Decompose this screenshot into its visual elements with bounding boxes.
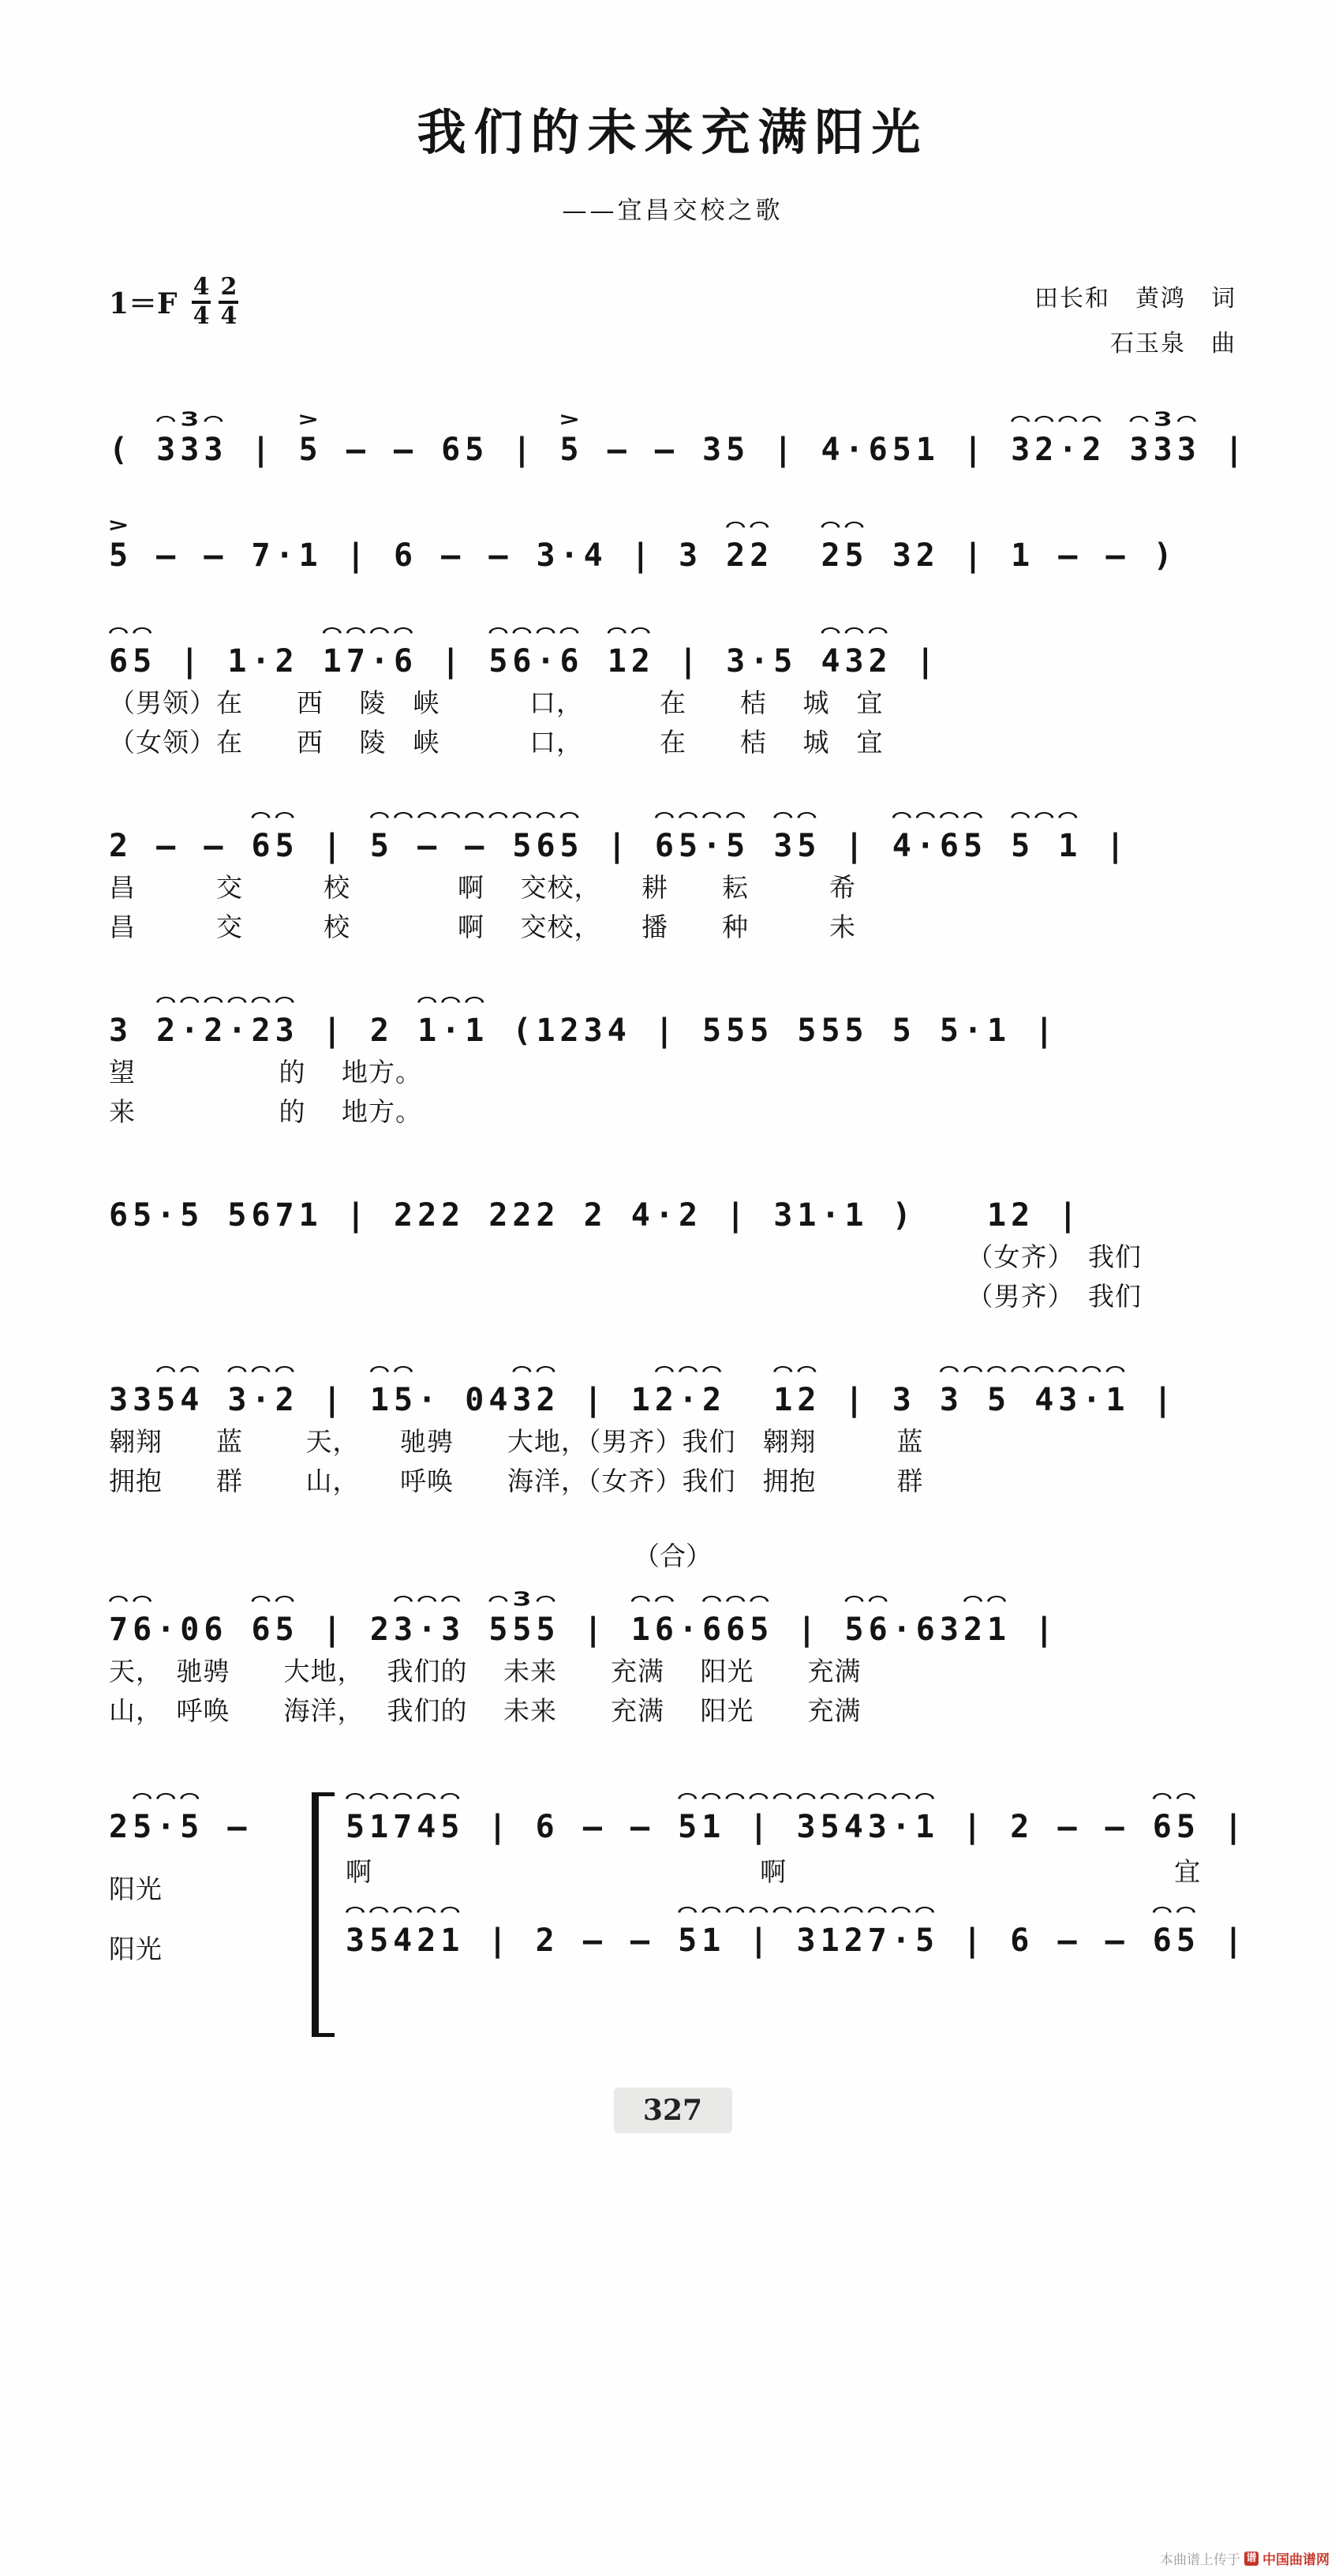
lyricist-credit: 田长和 黄鸿 词: [1034, 285, 1236, 313]
lyric-syllable: 宜: [1174, 1856, 1201, 1887]
music-system-8: [109, 1581, 1236, 1731]
lyric-line-verse-2: 拥抱 群 山， 呼唤 海洋，（女齐）我们 拥抱 群: [109, 1466, 924, 1496]
duet-voices: [346, 1778, 1247, 1963]
ornament-line: ⌒⌒⌒⌒⌒⌒ ⌒⌒⌒: [109, 989, 489, 1012]
time-sig-denominator: 4: [220, 301, 238, 330]
voice-bracket: [312, 1792, 335, 2037]
site-watermark: [1160, 2548, 1330, 2568]
ornament-line: ⌒⌒ ⌒⌒⌒ ⌒⌒ ⌒⌒ ⌒⌒⌒ ⌒⌒ ⌒⌒⌒⌒⌒⌒⌒⌒: [109, 1358, 1130, 1381]
page-number: 327: [614, 2087, 732, 2133]
time-signature-2-4: [219, 273, 238, 330]
music-system-1: [109, 401, 1248, 472]
lyric-shared-1: 阳光: [109, 1874, 163, 1904]
lyric-syllable: 啊: [760, 1856, 787, 1887]
song-subtitle: ——宜昌交校之歌: [562, 197, 784, 225]
lyric-line-verse-1: 昌 交 校 啊 交校， 耕 耘 希: [109, 872, 856, 903]
notation-line: 3354 3·2 | 15· 0432 | 12·2 12 | 3 3 5 43·1 |: [109, 1382, 1177, 1418]
lyric-line-female-lead: （女领）在 西 陵 峡 口， 在 桔 城 宜: [109, 727, 884, 758]
lyric-line-verse-1: 望 的 地方。: [109, 1057, 422, 1088]
site-logo-icon: 谱: [1244, 2552, 1259, 2566]
ornament-line: ⌒⌒⌒: [109, 1785, 204, 1808]
ornament-line: [109, 1177, 1236, 1193]
notation-line: 2 — — 65 | 5 — — 565 | 65·5 35 | 4·65 5 1 |: [109, 828, 1130, 864]
ornament-line: ⌒⌒ ⌒⌒ ⌒⌒⌒ ⌒3⌒ ⌒⌒ ⌒⌒⌒ ⌒⌒ ⌒⌒: [109, 1588, 1012, 1611]
lyric-line-verse-2: 昌 交 校 啊 交校， 播 种 未: [109, 912, 856, 942]
time-sig-numerator: 2: [219, 276, 238, 304]
music-system-5: [109, 982, 1236, 1132]
lyric-line-female-unison: （女齐） 我们: [967, 1241, 1142, 1272]
watermark-site-name[interactable]: 中国曲谱网: [1262, 2552, 1330, 2568]
notation-line: 5 — — 7·1 | 6 — — 3·4 | 3 22 25 32 | 1 — — ): [109, 537, 1177, 574]
ornament-line: ⌒⌒ ⌒⌒⌒⌒ ⌒⌒⌒⌒ ⌒⌒ ⌒⌒⌒: [109, 620, 892, 642]
time-signature-4-4: [192, 273, 211, 330]
ornament-line: > ⌒⌒ ⌒⌒: [109, 514, 869, 537]
watermark-prefix: 本曲谱上传于: [1160, 2552, 1240, 2568]
notation-line: 65·5 5671 | 222 222 2 4·2 | 31·1 ) 12 |: [109, 1197, 1083, 1234]
notation-line: 76·06 65 | 23·3 555 | 16·665 | 56·6321 |: [109, 1612, 1059, 1648]
key-and-time-signature: [109, 273, 238, 330]
notation-line: 3 2·2·23 | 2 1·1 (1234 | 555 555 5 5·1 |: [109, 1013, 1059, 1049]
music-system-7: [109, 1351, 1236, 1501]
music-system-3: [109, 612, 1236, 762]
score-body: [109, 401, 1248, 2037]
ornament-line: ⌒⌒ ⌒⌒⌒⌒⌒⌒⌒⌒⌒ ⌒⌒⌒⌒ ⌒⌒ ⌒⌒⌒⌒ ⌒⌒⌒: [109, 804, 1083, 827]
music-system-4: [109, 797, 1236, 947]
time-sig-numerator: 4: [192, 276, 211, 304]
notation-line: ( 333 | 5 — — 65 | 5 — — 35 | 4·651 | 32·2 333 |: [109, 432, 1248, 468]
music-system-2: [109, 507, 1236, 578]
music-system-6: [109, 1166, 1236, 1316]
duet-shared-part: [109, 1778, 310, 1969]
lyric-line-verse-1: 天， 驰骋 大地， 我们的 未来 充满 阳光 充满: [109, 1656, 862, 1687]
lyric-line-verse-1: 翱翔 蓝 天， 驰骋 大地，（男齐）我们 翱翔 蓝: [109, 1426, 924, 1457]
ornament-line: ⌒⌒⌒⌒⌒ ⌒⌒⌒⌒⌒⌒⌒⌒⌒⌒⌒ ⌒⌒: [346, 1899, 1200, 1922]
time-signatures: [192, 273, 239, 330]
key-signature: 1＝F: [109, 287, 178, 320]
lyric-line-verse-2: 山， 呼唤 海洋， 我们的 未来 充满 阳光 充满: [109, 1695, 862, 1726]
upper-voice-notation: 51745 | 6 — — 51 | 3543·1 | 2 — — 65 |: [346, 1809, 1248, 1845]
two-voice-system: [109, 1778, 1248, 2037]
notation-line: 25·5 —: [109, 1809, 252, 1845]
meta-row: [109, 273, 1236, 366]
ornament-line: ⌒3⌒ > > ⌒⌒⌒⌒ ⌒3⌒: [109, 408, 1201, 431]
lyric-line-verse-2: 来 的 地方。: [109, 1096, 422, 1127]
song-title: 我们的未来充满阳光: [417, 103, 929, 161]
ensemble-label: （合）: [634, 1541, 712, 1571]
lyric-shared-2: 阳光: [109, 1934, 163, 1964]
lyric-line-male-unison: （男齐） 我们: [967, 1281, 1142, 1312]
time-sig-denominator: 4: [193, 301, 210, 330]
credits: [1034, 276, 1236, 366]
ornament-line: ⌒⌒⌒⌒⌒ ⌒⌒⌒⌒⌒⌒⌒⌒⌒⌒⌒ ⌒⌒: [346, 1785, 1200, 1808]
lower-voice-notation: 35421 | 2 — — 51 | 3127·5 | 6 — — 65 |: [346, 1923, 1248, 1959]
composer-credit: 石玉泉 曲: [1110, 330, 1236, 358]
notation-line: 65 | 1·2 17·6 | 56·6 12 | 3·5 432 |: [109, 643, 940, 680]
lyric-syllable: 啊: [346, 1856, 372, 1887]
lyric-line-male-lead: （男领）在 西 陵 峡 口， 在 桔 城 宜: [109, 687, 884, 718]
duet-lyric-row: [346, 1854, 1247, 1890]
